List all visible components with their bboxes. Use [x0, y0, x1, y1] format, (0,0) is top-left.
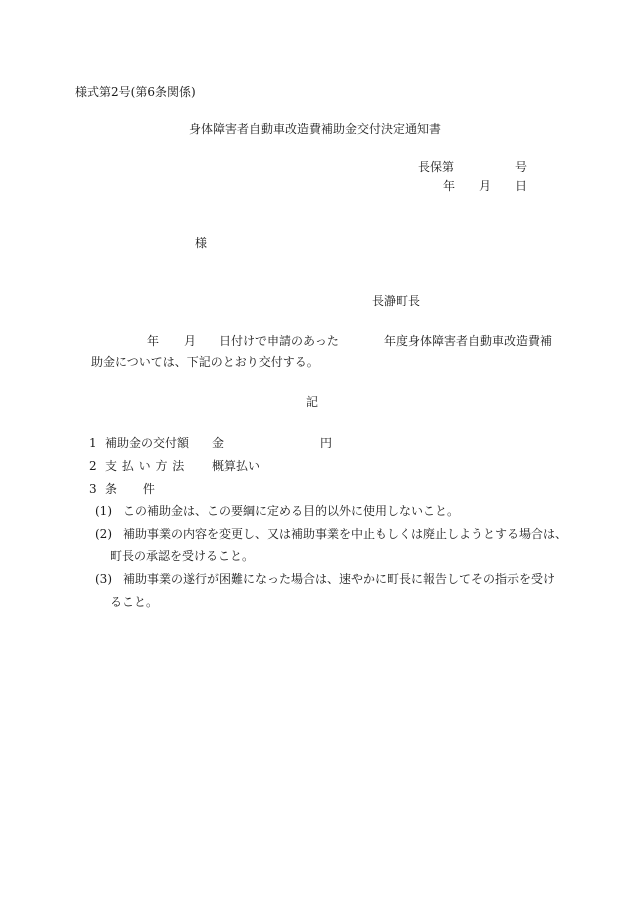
body-line1-rest: 年度身体障害者自動車改造費補: [384, 334, 553, 348]
item1-yen: 円: [320, 436, 333, 450]
item1-number: 1: [89, 436, 97, 450]
condition1-number: (1): [95, 504, 112, 518]
form-label: 様式第2号(第6条関係): [75, 85, 196, 99]
body-day-text: 日付けで申請のあった: [219, 334, 339, 348]
item2-label: 支 払 い 方 法: [105, 459, 185, 473]
issuer: 長瀞町長: [372, 294, 421, 308]
date-year: 年: [443, 179, 456, 193]
item1-label: 補助金の交付額: [105, 436, 190, 450]
date-month: 月: [479, 179, 492, 193]
condition2-number: (2): [95, 527, 112, 541]
condition2-text-line2: 町長の承認を受けること。: [110, 549, 255, 563]
doc-number-prefix: 長保第: [418, 160, 455, 174]
addressee-suffix: 様: [195, 236, 208, 250]
body-line2: 助金については、下記のとおり交付する。: [91, 355, 319, 369]
condition3-text-line1: 補助事業の遂行が困難になった場合は、速やかに町長に報告してその指示を受け: [123, 572, 556, 586]
body-year: 年: [147, 334, 160, 348]
document-title: 身体障害者自動車改造費補助金交付決定通知書: [189, 122, 442, 136]
body-month: 月: [184, 334, 197, 348]
item3-label: 条 件: [105, 482, 155, 496]
condition1-text: この補助金は、この要綱に定める目的以外に使用しないこと。: [123, 504, 460, 518]
condition2-text-line1: 補助事業の内容を変更し、又は補助事業を中止もしくは廃止しようとする場合は、: [123, 527, 568, 541]
condition3-number: (3): [95, 572, 112, 586]
ki-heading: 記: [306, 395, 319, 409]
item2-value: 概算払い: [212, 459, 261, 473]
condition3-text-line2: ること。: [110, 595, 159, 609]
item3-number: 3: [89, 482, 97, 496]
item2-number: 2: [89, 459, 97, 473]
date-day: 日: [515, 179, 528, 193]
doc-number-suffix: 号: [515, 160, 528, 174]
item1-kin: 金: [212, 436, 225, 450]
